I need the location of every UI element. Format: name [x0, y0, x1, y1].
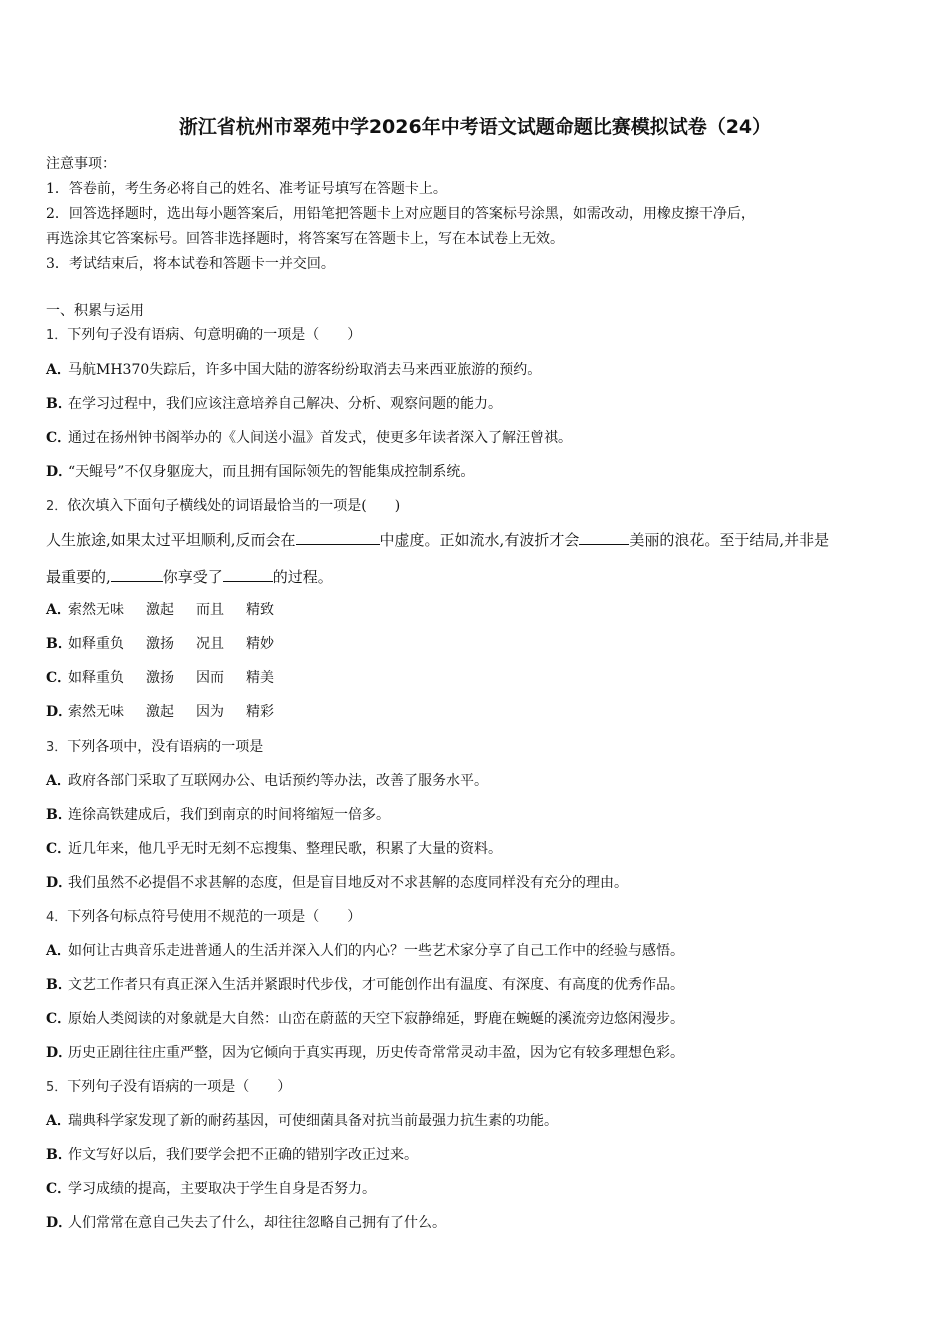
q2-option-c	[46, 667, 274, 689]
option-text: 通过在扬州钟书阁举办的《人间送小温》首发式，使更多年读者深入了解汪曾祺。	[68, 430, 572, 446]
option-letter: A．	[46, 943, 71, 959]
question-1-stem	[46, 324, 361, 347]
option-text: 政府各部门采取了互联网办公、电话预约等办法，改善了服务水平。	[68, 773, 488, 789]
option-text: 如何让古典音乐走进普通人的生活并深入人们的内心？一些艺术家分享了自己工作中的经验与感悟。	[68, 943, 684, 959]
option-word: 激起	[146, 602, 174, 618]
question-2-stem	[46, 495, 400, 518]
passage-text: 中虚度。正如流水,有波折才会	[379, 531, 580, 549]
question-text: 依次填入下面句子横线处的词语最恰当的一项是( )	[67, 498, 401, 514]
q4-option-d	[46, 1042, 684, 1064]
question-number: 4．	[46, 910, 68, 925]
option-text: 在学习过程中，我们应该注意培养自己解决、分析、观察问题的能力。	[68, 396, 502, 412]
option-word: 精妙	[246, 636, 274, 652]
q5-option-b	[46, 1144, 418, 1166]
option-word: 因而	[196, 670, 224, 686]
q4-option-c	[46, 1008, 684, 1030]
option-text: 原始人类阅读的对象就是大自然：山峦在蔚蓝的天空下寂静绵延，野鹿在蜿蜒的溪流旁边悠闲漫步。	[68, 1011, 684, 1027]
option-letter: C．	[46, 1181, 72, 1197]
q3-option-b	[46, 804, 390, 826]
question-text: 下列句子没有语病的一项是（ ）	[67, 1079, 292, 1095]
q2-option-a	[46, 599, 274, 621]
option-word: 况且	[196, 636, 224, 652]
option-text: 我们虽然不必提倡不求甚解的态度，但是盲目地反对不求甚解的态度同样没有充分的理由。	[68, 875, 628, 891]
option-letter: B．	[46, 807, 72, 823]
option-letter: D．	[46, 704, 73, 720]
option-letter: D．	[46, 1215, 73, 1231]
notice-item-2b: 再选涂其它答案标号。回答非选择题时，将答案写在答题卡上，写在本试卷上无效。	[46, 231, 564, 247]
option-letter: D．	[46, 1045, 73, 1061]
q1-option-d	[46, 461, 474, 483]
option-letter: A．	[46, 602, 71, 618]
option-word: 精彩	[246, 704, 274, 720]
question-5-stem	[46, 1076, 291, 1099]
q5-option-d	[46, 1212, 446, 1234]
option-word: 激起	[146, 704, 174, 720]
option-letter: A．	[46, 773, 71, 789]
option-word: 激扬	[146, 670, 174, 686]
option-letter: B．	[46, 977, 72, 993]
question-number: 3．	[46, 740, 68, 755]
fill-blank	[223, 567, 273, 582]
q2-option-d	[46, 701, 274, 723]
q1-option-b	[46, 393, 502, 415]
q1-option-c	[46, 427, 572, 449]
notice-item-1: 1．答卷前，考生务必将自己的姓名、准考证号填写在答题卡上。	[46, 181, 447, 197]
q2-passage-line-2	[46, 566, 333, 588]
option-word: 精美	[246, 670, 274, 686]
option-text: 历史正剧往往庄重严整，因为它倾向于真实再现，历史传奇常常灵动丰盈，因为它有较多理想色彩。	[68, 1045, 684, 1061]
option-word: 因为	[196, 704, 224, 720]
option-letter: C．	[46, 1011, 72, 1027]
passage-text: 最重要的,	[46, 568, 111, 586]
question-3-stem	[46, 736, 263, 759]
option-text: 近几年来，他几乎无时无刻不忘搜集、整理民歌，积累了大量的资料。	[68, 841, 502, 857]
option-text: 瑞典科学家发现了新的耐药基因，可使细菌具备对抗当前最强力抗生素的功能。	[68, 1113, 558, 1129]
option-text: 连徐高铁建成后，我们到南京的时间将缩短一倍多。	[68, 807, 390, 823]
passage-text: 的过程。	[272, 568, 333, 586]
exam-title: 浙江省杭州市翠苑中学2026年中考语文试题命题比赛模拟试卷（24）	[178, 116, 772, 138]
option-word: 激扬	[146, 636, 174, 652]
option-word: 索然无味	[68, 704, 124, 720]
option-text: 学习成绩的提高，主要取决于学生自身是否努力。	[68, 1181, 376, 1197]
notice-heading: 注意事项：	[46, 156, 116, 172]
option-text: 人们常常在意自己失去了什么，却往往忽略自己拥有了什么。	[68, 1215, 446, 1231]
fill-blank	[111, 567, 163, 582]
option-word: 索然无味	[68, 602, 124, 618]
option-letter: C．	[46, 841, 72, 857]
notice-item-2a: 2．回答选择题时，选出每小题答案后，用铅笔把答题卡上对应题目的答案标号涂黑，如需改动，用橡皮擦干净后，	[46, 206, 755, 222]
option-word: 精致	[246, 602, 274, 618]
q1-option-a	[46, 359, 541, 381]
option-letter: C．	[46, 670, 72, 686]
passage-text: 你享受了	[162, 568, 223, 586]
q5-option-c	[46, 1178, 376, 1200]
option-word: 而且	[196, 602, 224, 618]
option-letter: B．	[46, 396, 72, 412]
option-text: 作文写好以后，我们要学会把不正确的错别字改正过来。	[68, 1147, 418, 1163]
option-text: 马航MH370失踪后，许多中国大陆的游客纷纷取消去马来西亚旅游的预约。	[68, 362, 542, 378]
q3-option-d	[46, 872, 628, 894]
option-letter: D．	[46, 464, 73, 480]
question-4-stem	[46, 906, 361, 929]
option-word: 如释重负	[68, 636, 124, 652]
question-number: 2．	[46, 499, 68, 514]
q4-option-b	[46, 974, 684, 996]
option-letter: B．	[46, 1147, 72, 1163]
q3-option-a	[46, 770, 488, 792]
question-text: 下列句子没有语病、句意明确的一项是（ ）	[67, 327, 362, 343]
q5-option-a	[46, 1110, 558, 1132]
q4-option-a	[46, 940, 684, 962]
option-text: “天鲲号”不仅身躯庞大，而且拥有国际领先的智能集成控制系统。	[68, 464, 475, 480]
q2-passage-line-1	[46, 529, 829, 551]
option-letter: A．	[46, 362, 71, 378]
option-letter: A．	[46, 1113, 71, 1129]
question-number: 5．	[46, 1080, 68, 1095]
fill-blank	[579, 530, 629, 545]
notice-block	[46, 152, 906, 277]
option-letter: B．	[46, 636, 72, 652]
option-letter: D．	[46, 875, 73, 891]
passage-text: 人生旅途,如果太过平坦顺利,反而会在	[46, 531, 296, 549]
option-letter: C．	[46, 430, 72, 446]
q3-option-c	[46, 838, 502, 860]
q2-option-b	[46, 633, 274, 655]
question-text: 下列各项中，没有语病的一项是	[67, 739, 264, 755]
option-word: 如释重负	[68, 670, 124, 686]
option-text: 文艺工作者只有真正深入生活并紧跟时代步伐，才可能创作出有温度、有深度、有高度的优秀作品。	[68, 977, 684, 993]
section-heading: 一、积累与运用	[46, 303, 144, 319]
notice-item-3: 3．考试结束后，将本试卷和答题卡一并交回。	[46, 256, 335, 272]
fill-blank	[296, 530, 380, 545]
passage-text: 美丽的浪花。至于结局,并非是	[629, 531, 830, 549]
question-text: 下列各句标点符号使用不规范的一项是（ ）	[67, 909, 362, 925]
question-number: 1．	[46, 328, 68, 343]
